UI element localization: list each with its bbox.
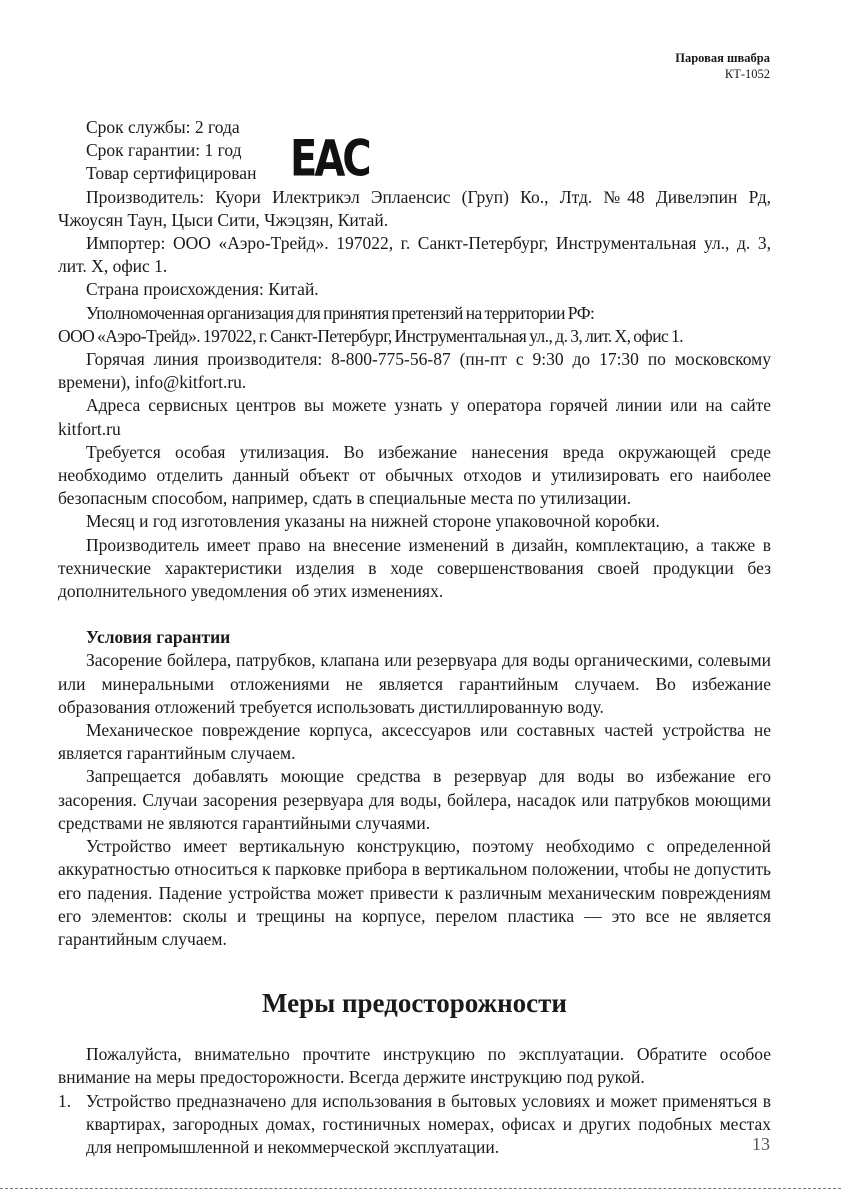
authorized-org-title: Уполномоченная организация для принятия претензий на территории РФ: xyxy=(86,302,595,323)
bottom-divider xyxy=(0,1188,841,1189)
importer-paragraph: Импортер: ООО «Аэро-Трейд». 197022, г. Санкт-Петербург, Инструментальная ул., д. 3, лит. Х, офис 1. xyxy=(58,233,771,277)
origin-paragraph: Страна происхождения: Китай. xyxy=(86,279,319,300)
service-life-line: Срок службы: 2 года xyxy=(86,117,240,137)
certification-block xyxy=(58,116,771,186)
service-centers-paragraph: Адреса сервисных центров вы можете узнать у оператора горячей линии или на сайте kitfort.ru xyxy=(58,395,771,439)
changes-paragraph: Производитель имеет право на внесение изменений в дизайн, комплектацию, а также в технические характеристики изделия в ходе совершенствования своей продукции без дополнительного уведомления об этих изменениях. xyxy=(58,534,771,602)
authorized-org-address: ООО «Аэро-Трейд». 197022, г. Санкт-Петербург, Инструментальная ул., д. 3, лит. Х, офис 1. xyxy=(58,325,684,346)
header-model-number: КТ-1052 xyxy=(724,67,770,81)
manufacturer-paragraph: Производитель: Куори Илектрикэл Эплаенсис (Груп) Ко., Лтд. №48 Дивелэпин Рд, Чжоусян Таун, Цыси Сити, Чжэцзян, Китай. xyxy=(58,186,771,230)
disposal-paragraph: Требуется особая утилизация. Во избежание нанесения вреда окружающей среде необходимо отделить данный объект от обычных отходов и утилизировать его наиболее безопасным способом, например, сдать в специальные места по утилизации. xyxy=(58,441,771,509)
warranty-conditions-heading: Условия гарантии xyxy=(86,627,231,648)
warranty-paragraph-3: Запрещается добавлять моющие средства в резервуар для воды во избежание его засорения. Случаи засорения резервуара для воды, бойлера, насадок или патрубков моющими средствами не являются гарантийными случаями. xyxy=(58,766,771,833)
page-content xyxy=(58,116,771,1159)
warranty-paragraph-2: Механическое повреждение корпуса, аксессуаров или составных частей устройства не является гарантийным случаем. xyxy=(58,720,771,764)
certified-line: Товар сертифицирован xyxy=(86,163,257,184)
list-item-text: Устройство предназначено для использования в бытовых условиях и может применяться в квартирах, загородных домах, гостиничных номерах, офисах и других подобных местах для непромышленной и некоммерческой эксплуатации. xyxy=(86,1090,771,1157)
eac-certification-logo: EAC xyxy=(290,130,369,188)
list-item xyxy=(58,1090,771,1160)
precautions-intro: Пожалуйста, внимательно прочтите инструкцию по эксплуатации. Обратите особое внимание на меры предосторожности. Всегда держите инструкцию под рукой. xyxy=(58,1044,771,1088)
manufacture-date-paragraph: Месяц и год изготовления указаны на нижней стороне упаковочной коробки. xyxy=(86,511,660,532)
precautions-list xyxy=(58,1090,771,1160)
warranty-paragraph-1: Засорение бойлера, патрубков, клапана или резервуара для воды органическими, солевыми или минеральными отложениями не является гарантийным случаем. Во избежание образования отложений требуется использовать дистиллированную воду. xyxy=(58,650,771,717)
warranty-period-line: Срок гарантии: 1 год xyxy=(86,140,242,161)
running-header xyxy=(675,50,770,82)
header-product-name: Паровая швабра xyxy=(675,51,770,65)
hotline-paragraph: Горячая линия производителя: 8-800-775-56-87 (пн-пт с 9:30 до 17:30 по московскому времени), info@kitfort.ru. xyxy=(58,349,771,393)
page-number: 13 xyxy=(752,1134,770,1154)
list-item-number: 1. xyxy=(58,1090,72,1111)
warranty-paragraph-4: Устройство имеет вертикальную конструкцию, поэтому необходимо с определенной аккуратностью относиться к парковке прибора в вертикальном положении, чтобы не допустить его падения. Падение устройства может привести к различным механическим повреждениям его элементов: сколы и трещины на корпусе, перелом пластика — это все не является гарантийным случаем. xyxy=(58,836,771,949)
precautions-heading: Меры предосторожности xyxy=(262,988,567,1019)
